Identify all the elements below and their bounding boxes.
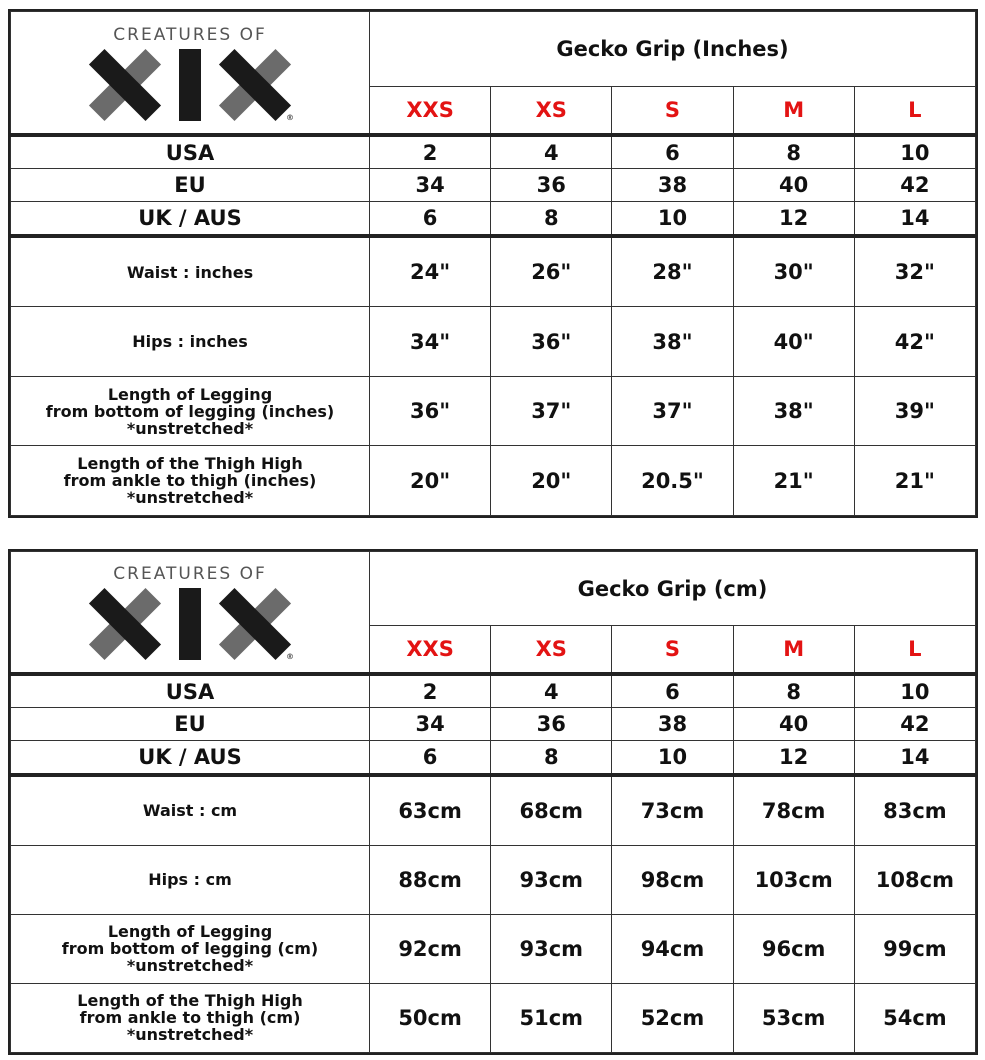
measurement-value: 36" xyxy=(370,376,491,446)
label-line: Length of Legging xyxy=(107,922,273,942)
measurement-value: 53cm xyxy=(733,983,854,1052)
region-label: EU xyxy=(11,708,370,741)
measurement-value: 40" xyxy=(733,307,854,377)
region-value: 6 xyxy=(612,135,733,169)
measurement-value: 88cm xyxy=(370,845,491,914)
brand-wordmark: CREATURES OF xyxy=(113,564,267,585)
region-value: 42 xyxy=(854,169,975,202)
size-table xyxy=(10,551,976,1053)
measurement-value: 28" xyxy=(612,236,733,307)
measurement-label xyxy=(11,446,370,516)
region-value: 40 xyxy=(733,708,854,741)
chart-title: Gecko Grip (cm) xyxy=(370,552,976,626)
measurement-value: 92cm xyxy=(370,914,491,983)
region-value: 10 xyxy=(612,202,733,237)
label-line: from ankle to thigh (inches) xyxy=(63,471,317,491)
label-line: *unstretched* xyxy=(126,418,254,438)
region-value: 2 xyxy=(370,135,491,169)
region-value: 6 xyxy=(370,740,491,775)
brand-logo xyxy=(11,12,370,136)
size-header: XXS xyxy=(370,626,491,675)
brand-wordmark: CREATURES OF xyxy=(113,24,267,45)
region-value: 40 xyxy=(733,169,854,202)
measurement-value: 21" xyxy=(733,446,854,516)
label-line: Hips : cm xyxy=(148,870,232,890)
measurement-value: 98cm xyxy=(612,845,733,914)
region-value: 6 xyxy=(612,674,733,708)
region-label: UK / AUS xyxy=(11,202,370,237)
size-header: M xyxy=(733,86,854,135)
region-value: 12 xyxy=(733,740,854,775)
measurement-value: 39" xyxy=(854,376,975,446)
measurement-label xyxy=(11,775,370,845)
region-value: 42 xyxy=(854,708,975,741)
measurement-value: 93cm xyxy=(491,914,612,983)
measurement-value: 26" xyxy=(491,236,612,307)
region-value: 34 xyxy=(370,708,491,741)
measurement-value: 83cm xyxy=(854,775,975,845)
label-line: Waist : cm xyxy=(142,801,238,821)
measurement-value: 52cm xyxy=(612,983,733,1052)
region-label: UK / AUS xyxy=(11,740,370,775)
measurement-value: 50cm xyxy=(370,983,491,1052)
measurement-value: 108cm xyxy=(854,845,975,914)
region-value: 34 xyxy=(370,169,491,202)
size-header: S xyxy=(612,626,733,675)
label-line: *unstretched* xyxy=(126,1025,254,1045)
measurement-value: 94cm xyxy=(612,914,733,983)
measurement-value: 68cm xyxy=(491,775,612,845)
measurement-value: 96cm xyxy=(733,914,854,983)
region-value: 38 xyxy=(612,169,733,202)
measurement-label xyxy=(11,236,370,307)
size-header: XXS xyxy=(370,86,491,135)
region-value: 12 xyxy=(733,202,854,237)
measurement-value: 73cm xyxy=(612,775,733,845)
region-value: 36 xyxy=(491,708,612,741)
label-line: from ankle to thigh (cm) xyxy=(79,1008,301,1028)
measurement-label xyxy=(11,983,370,1052)
measurement-value: 103cm xyxy=(733,845,854,914)
region-value: 6 xyxy=(370,202,491,237)
measurement-value: 37" xyxy=(612,376,733,446)
size-header: XS xyxy=(491,86,612,135)
label-line: Length of the Thigh High xyxy=(77,454,303,474)
registered-mark: ® xyxy=(286,112,294,122)
region-value: 4 xyxy=(491,674,612,708)
region-value: 14 xyxy=(854,740,975,775)
measurement-value: 93cm xyxy=(491,845,612,914)
label-line: Length of the Thigh High xyxy=(77,991,303,1011)
region-label: USA xyxy=(11,674,370,708)
brand-logo xyxy=(11,552,370,675)
measurement-value: 24" xyxy=(370,236,491,307)
measurement-label xyxy=(11,307,370,377)
xix-logo-icon xyxy=(90,49,294,122)
measurement-value: 37" xyxy=(491,376,612,446)
size-table xyxy=(10,11,976,516)
chart-title: Gecko Grip (Inches) xyxy=(370,12,976,87)
label-line: Waist : inches xyxy=(126,262,254,282)
measurement-value: 20" xyxy=(370,446,491,516)
measurement-value: 99cm xyxy=(854,914,975,983)
measurement-label xyxy=(11,376,370,446)
measurement-value: 36" xyxy=(491,307,612,377)
measurement-value: 51cm xyxy=(491,983,612,1052)
region-value: 38 xyxy=(612,708,733,741)
label-line: from bottom of legging (cm) xyxy=(61,939,319,959)
region-value: 36 xyxy=(491,169,612,202)
region-value: 10 xyxy=(854,674,975,708)
measurement-value: 34" xyxy=(370,307,491,377)
size-chart-inches xyxy=(8,9,978,518)
region-value: 14 xyxy=(854,202,975,237)
region-value: 8 xyxy=(733,135,854,169)
region-value: 8 xyxy=(491,740,612,775)
region-value: 10 xyxy=(854,135,975,169)
measurement-value: 32" xyxy=(854,236,975,307)
size-header: L xyxy=(854,626,975,675)
label-line: *unstretched* xyxy=(126,956,254,976)
region-label: EU xyxy=(11,169,370,202)
measurement-value: 38" xyxy=(612,307,733,377)
measurement-value: 54cm xyxy=(854,983,975,1052)
measurement-label xyxy=(11,845,370,914)
xix-logo-icon xyxy=(90,588,294,662)
measurement-value: 30" xyxy=(733,236,854,307)
region-value: 4 xyxy=(491,135,612,169)
size-header: XS xyxy=(491,626,612,675)
measurement-value: 38" xyxy=(733,376,854,446)
region-value: 8 xyxy=(733,674,854,708)
measurement-value: 63cm xyxy=(370,775,491,845)
registered-mark: ® xyxy=(286,652,294,662)
label-line: Length of Legging xyxy=(107,384,273,404)
measurement-value: 42" xyxy=(854,307,975,377)
label-line: Hips : inches xyxy=(132,332,248,352)
region-value: 8 xyxy=(491,202,612,237)
region-label: USA xyxy=(11,135,370,169)
label-line: *unstretched* xyxy=(126,488,254,508)
size-header: L xyxy=(854,86,975,135)
label-line: from bottom of legging (inches) xyxy=(45,401,335,421)
region-value: 2 xyxy=(370,674,491,708)
size-header: M xyxy=(733,626,854,675)
region-value: 10 xyxy=(612,740,733,775)
measurement-value: 21" xyxy=(854,446,975,516)
size-chart-cm xyxy=(8,549,978,1055)
size-header: S xyxy=(612,86,733,135)
measurement-label xyxy=(11,914,370,983)
measurement-value: 78cm xyxy=(733,775,854,845)
measurement-value: 20" xyxy=(491,446,612,516)
measurement-value: 20.5" xyxy=(612,446,733,516)
